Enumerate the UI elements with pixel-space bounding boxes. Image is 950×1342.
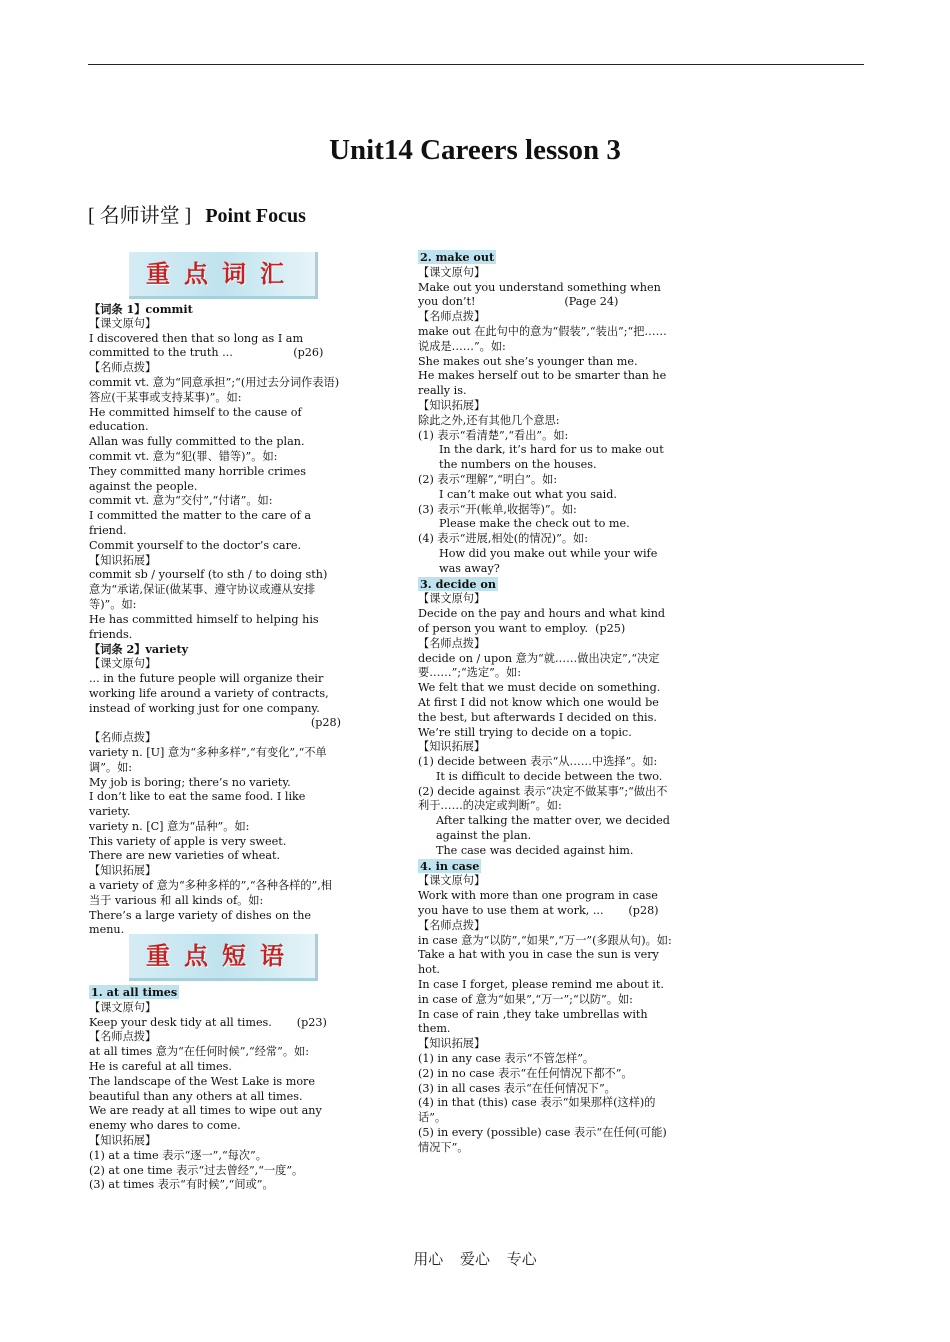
text-line: I discovered then that so long as I am committed to the truth ... (p26) <box>89 331 324 360</box>
text-line: In case I forget, please remind me about it. <box>418 978 664 992</box>
text-line: commit vt. 意为“犯(罪、错等)”。如: <box>89 449 278 463</box>
text-line: variety n. [C] 意为“品种”。如: <box>89 819 250 833</box>
entry-heading: 【词条 2】variety <box>89 642 189 657</box>
text-line: (3) 表示“开(帐单,收据等)”。如: <box>418 502 577 516</box>
text-line: (4) 表示“进展,相处(的情况)”。如: <box>418 532 588 546</box>
text-line: at all times 意为“在任何时候”,“经常”。如: <box>89 1045 309 1059</box>
text-line: 【课文原句】 <box>418 874 486 888</box>
text-line: 【知识拓展】 <box>418 1037 486 1051</box>
text-line: (2) decide against 表示“决定不做某事”;“做出不利于……的决定或判断”。如: <box>418 784 668 813</box>
text-line: (2) in no case 表示“在任何情况下都不”。 <box>418 1066 633 1080</box>
text-line: in case of 意为“如果”,“万一”;“以防”。如: <box>418 992 633 1006</box>
text-line: There’s a large variety of dishes on the menu. <box>89 908 315 937</box>
text-line: He has committed himself to helping his friends. <box>89 612 323 641</box>
text-line: 【名师点拨】 <box>89 731 157 745</box>
text-line: 【名师点拨】 <box>418 918 486 932</box>
text-line: 【课文原句】 <box>89 1000 157 1014</box>
text-line: Work with more than one program in case you have to use them at work, ... (p28) <box>418 889 662 918</box>
text-line: commit sb / yourself (to sth / to doing sth) 意为“承诺,保证(做某事、遵守协议或遵从安排等)”。如: <box>89 568 331 611</box>
phrase-heading-label: 2. make out <box>420 250 495 264</box>
text-line: 除此之外,还有其他几个意思: <box>418 413 560 427</box>
text-line: (1) decide between 表示“从……中选择”。如: <box>418 755 658 769</box>
text-line: This variety of apple is very sweet. <box>89 834 287 848</box>
text-line: They committed many horrible crimes against the people. <box>89 464 310 493</box>
text-line: 【知识拓展】 <box>418 740 486 754</box>
text-line: (1) at a time 表示“逐一”,“每次”。 <box>89 1148 267 1162</box>
section-heading-en: Point Focus <box>205 205 306 227</box>
text-line: In case of rain ,they take umbrellas with them. <box>418 1007 652 1036</box>
top-rule <box>88 64 864 65</box>
vocab-banner-label: 重点词汇 <box>146 259 298 288</box>
text-line: He committed himself to the cause of education. <box>89 405 306 434</box>
text-line: 【知识拓展】 <box>418 398 486 412</box>
text-line: (2) 表示“理解”,“明白”。如: <box>418 472 558 486</box>
example-sentence: After talking the matter over, we decided against the plan. <box>436 814 674 843</box>
text-line: (1) in any case 表示“不管怎样”。 <box>418 1052 595 1066</box>
text-line: 【名师点拨】 <box>89 1030 157 1044</box>
text-line: I committed the matter to the care of a friend. <box>89 509 315 537</box>
text-line: Allan was fully committed to the plan. <box>89 435 305 449</box>
phrase-heading <box>418 577 675 593</box>
section-heading <box>88 199 306 228</box>
page-reference: (p28) <box>310 716 341 730</box>
text-line: 【知识拓展】 <box>89 1133 157 1147</box>
example-sentence: How did you make out while your wife was away? <box>439 546 661 575</box>
text-line: 【课文原句】 <box>89 657 157 671</box>
text-line: Keep your desk tidy at all times. (p23) <box>89 1015 327 1029</box>
text-line: My job is boring; there’s no variety. <box>89 775 291 789</box>
text-line: At first I did not know which one would be the best, but afterwards I decided on this. <box>418 695 663 724</box>
text-line: 【课文原句】 <box>89 316 157 330</box>
page-title: Unit14 Careers lesson 3 <box>329 134 621 166</box>
example-sentence: It is difficult to decide between the two. <box>436 769 663 783</box>
text-line: decide on / upon 意为“就……做出决定”,“决定要……”;“选定”。如: <box>418 651 660 680</box>
phrase-heading <box>89 985 341 1001</box>
phrase-banner-label: 重点短语 <box>146 941 298 970</box>
text-line: She makes out she’s younger than me. <box>418 354 638 368</box>
phrase-heading-label: 4. in case <box>420 858 480 873</box>
text-line: variety n. [U] 意为“多种多样”,“有变化”,“不单调”。如: <box>89 745 327 774</box>
text-line: Take a hat with you in case the sun is very hot. <box>418 948 663 977</box>
text-line: (3) at times 表示“有时候”,“间或”。 <box>89 1178 274 1192</box>
text-line: Decide on the pay and hours and what kind of person you want to employ. (p25) <box>418 607 669 635</box>
example-sentence: In the dark, it’s hard for us to make out the numbers on the houses. <box>439 443 668 472</box>
left-column-phrases <box>89 985 341 1193</box>
text-line: (3) in all cases 表示“在任何情况下”。 <box>418 1081 616 1095</box>
text-line: ... in the future people will organize their working life around a variety of contracts, instead of working just for one company. <box>89 671 333 715</box>
text-line: We felt that we must decide on something. <box>418 681 661 695</box>
text-line: We’re still trying to decide on a topic. <box>418 725 632 739</box>
section-heading-cn: [ 名师讲堂 ] <box>88 205 192 227</box>
text-line: There are new varieties of wheat. <box>89 849 281 863</box>
text-line: Make out you understand something when you don’t! (Page 24) <box>418 280 665 309</box>
text-line: 【知识拓展】 <box>89 553 157 567</box>
text-line: 【课文原句】 <box>418 265 486 279</box>
footer-text-1: 用心 <box>413 1250 444 1268</box>
left-column-vocab <box>89 302 341 938</box>
phrase-heading-label: 3. decide on <box>420 576 497 591</box>
text-line: (1) 表示“看清楚”,“看出”。如: <box>418 428 569 442</box>
phrase-heading <box>418 250 675 266</box>
phrase-banner <box>129 934 318 981</box>
text-line: The landscape of the West Lake is more beautiful than any others at all times. <box>89 1074 319 1103</box>
text-line: 【知识拓展】 <box>89 864 157 878</box>
entry-heading: 【词条 1】commit <box>89 302 193 316</box>
text-line: 【课文原句】 <box>418 592 486 606</box>
text-line: (2) at one time 表示“过去曾经”,“一度”。 <box>89 1163 304 1177</box>
text-line: a variety of 意为“多种多样的”,“各种各样的”,相当于 various 和 all kinds of。如: <box>89 879 332 907</box>
text-line: We are ready at all times to wipe out any enemy who dares to come. <box>89 1104 326 1133</box>
text-line: in case 意为“以防”,“如果”,“万一”(多跟从句)。如: <box>418 933 672 947</box>
footer-text-2: 爱心 <box>459 1250 490 1268</box>
text-line: make out 在此句中的意为“假装”,“装出”;“把……说成是……”。如: <box>418 324 667 353</box>
example-sentence: The case was decided against him. <box>436 843 634 857</box>
text-line: 【名师点拨】 <box>89 361 157 375</box>
footer-text-3: 专心 <box>506 1250 537 1268</box>
phrase-heading-label: 1. at all times <box>91 985 178 999</box>
right-column <box>418 250 675 1156</box>
text-line: (4) in that (this) case 表示“如果那样(这样)的话”。 <box>418 1096 656 1125</box>
text-line: commit vt. 意为“同意承担”;“(用过去分词作表语)答应(干某事或支持某事)”。如: <box>89 375 340 404</box>
vocab-banner <box>129 252 318 299</box>
footer <box>0 1248 950 1269</box>
text-line: Commit yourself to the doctor’s care. <box>89 538 302 552</box>
text-line: commit vt. 意为“交付”,“付诸”。如: <box>89 494 273 508</box>
text-line: He makes herself out to be smarter than he really is. <box>418 369 670 398</box>
example-sentence: Please make the check out to me. <box>439 517 630 531</box>
phrase-heading <box>418 859 675 875</box>
text-line: He is careful at all times. <box>89 1059 232 1073</box>
example-sentence: I can’t make out what you said. <box>439 487 617 501</box>
text-line: 【名师点拨】 <box>418 310 486 324</box>
text-line: I don’t like to eat the same food. I like variety. <box>89 790 309 819</box>
text-line: (5) in every (possible) case 表示“在任何(可能)情况下”。 <box>418 1126 667 1154</box>
text-line: 【名师点拨】 <box>418 636 486 650</box>
